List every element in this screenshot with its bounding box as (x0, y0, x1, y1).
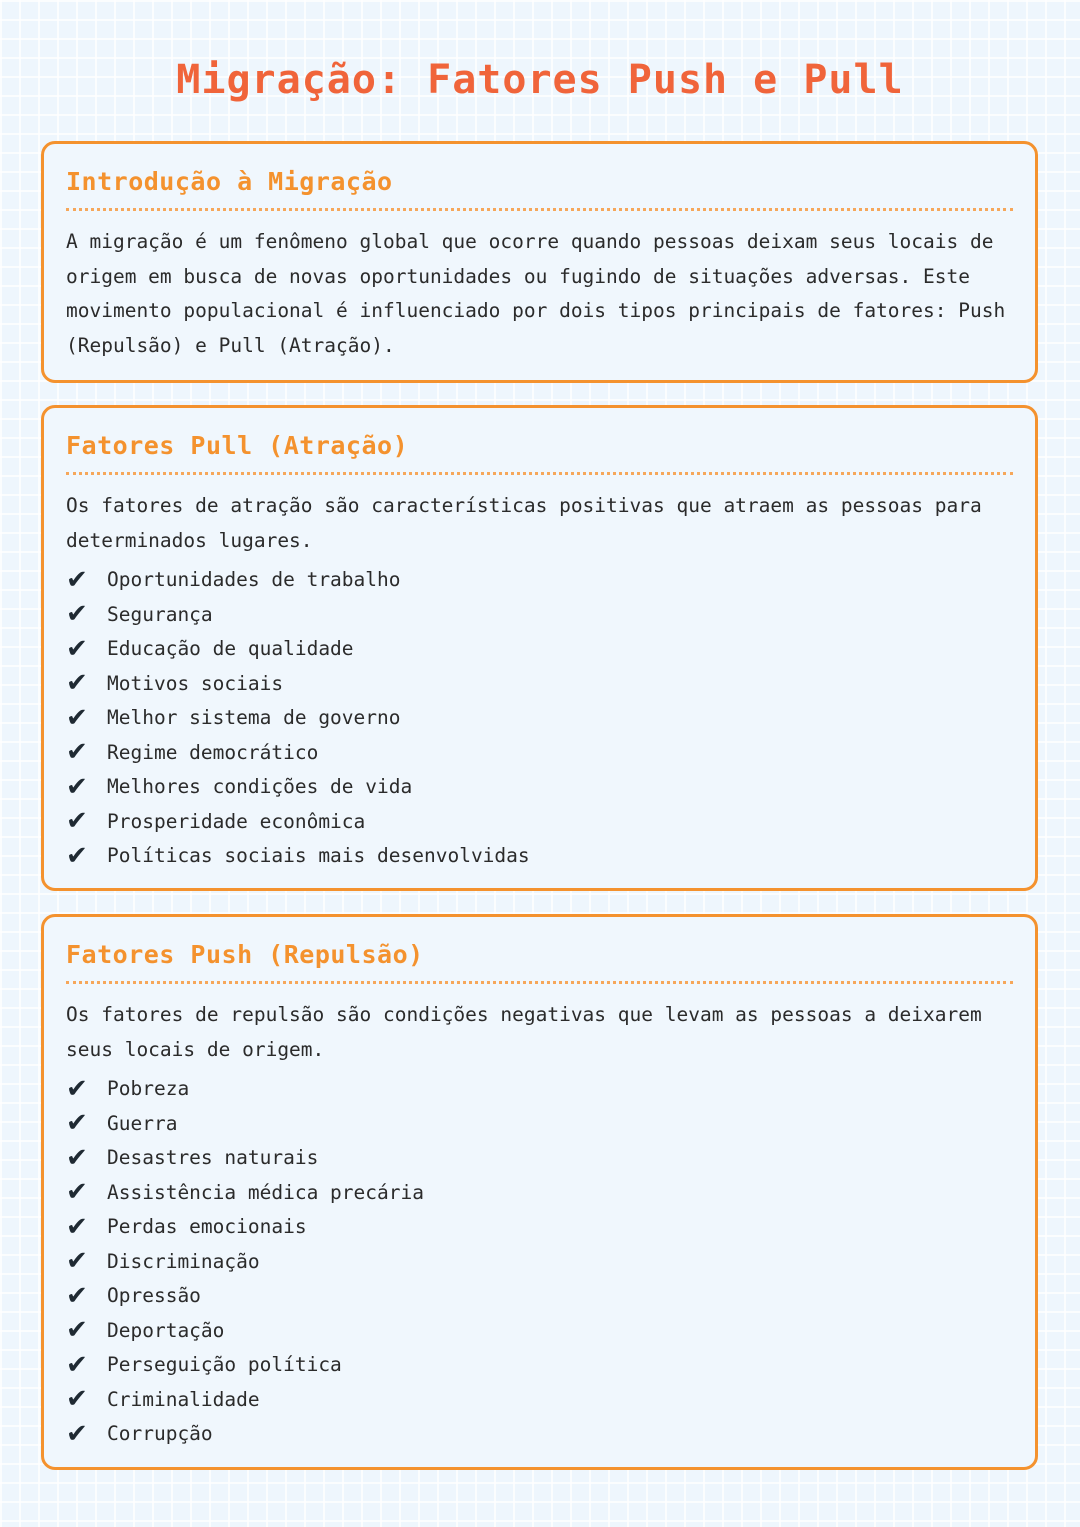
check-icon: ✔ (66, 1246, 88, 1277)
list-item (66, 1347, 1013, 1382)
check-icon: ✔ (66, 1384, 88, 1415)
check-icon: ✔ (66, 1349, 88, 1380)
list-item-label: Opressão (107, 1284, 201, 1308)
list-item-label: Guerra (107, 1111, 178, 1135)
list-item-label: Perdas emocionais (107, 1215, 307, 1239)
list-item-label: Assistência médica precária (107, 1180, 424, 1204)
check-icon: ✔ (66, 1142, 88, 1173)
list-item (66, 1071, 1013, 1106)
section-pull-factors (41, 405, 1038, 891)
list-item (66, 769, 1013, 804)
list-item-label: Deportação (107, 1318, 225, 1342)
check-icon: ✔ (66, 806, 88, 837)
list-item (66, 804, 1013, 839)
list-item-label: Melhor sistema de governo (107, 706, 401, 730)
push-factor-list (66, 1071, 1013, 1451)
check-icon: ✔ (66, 564, 88, 595)
section-heading: Fatores Pull (Atração) (66, 426, 1013, 475)
check-icon: ✔ (66, 737, 88, 768)
list-item (66, 1175, 1013, 1210)
section-heading: Fatores Push (Repulsão) (66, 935, 1013, 984)
list-item (66, 1382, 1013, 1417)
section-text: Os fatores de atração são características positivas que atraem as pessoas para determinados lugares. (66, 494, 982, 552)
check-icon: ✔ (66, 702, 88, 733)
section-push-factors (41, 914, 1038, 1470)
check-icon: ✔ (66, 1211, 88, 1242)
list-item-label: Corrupção (107, 1422, 213, 1446)
list-item (66, 597, 1013, 632)
list-item-label: Segurança (107, 602, 213, 626)
list-item (66, 1140, 1013, 1175)
list-item-label: Perseguição política (107, 1353, 342, 1377)
section-text: A migração é um fenômeno global que ocorre quando pessoas deixam seus locais de origem em busca de novas oportunidades ou fugindo de situações adversas. Este movimento populacional é influenciado por dois tipos principais de fatores: Push (Repulsão) e Pull (Atração). (66, 230, 1006, 358)
list-item-label: Prosperidade econômica (107, 809, 366, 833)
list-item-label: Pobreza (107, 1077, 190, 1101)
list-item (66, 1244, 1013, 1279)
check-icon: ✔ (66, 1280, 88, 1311)
list-item-label: Desastres naturais (107, 1146, 319, 1170)
list-item (66, 735, 1013, 770)
check-icon: ✔ (66, 1315, 88, 1346)
list-item (66, 1106, 1013, 1141)
list-item (66, 666, 1013, 701)
list-item (66, 1416, 1013, 1451)
check-icon: ✔ (66, 1073, 88, 1104)
section-heading: Introdução à Migração (66, 162, 1013, 211)
check-icon: ✔ (66, 840, 88, 871)
list-item (66, 1313, 1013, 1348)
pull-factor-list (66, 562, 1013, 873)
list-item-label: Criminalidade (107, 1387, 260, 1411)
check-icon: ✔ (66, 668, 88, 699)
list-item (66, 700, 1013, 735)
list-item (66, 1278, 1013, 1313)
list-item-label: Oportunidades de trabalho (107, 568, 401, 592)
list-item (66, 838, 1013, 873)
check-icon: ✔ (66, 599, 88, 630)
list-item (66, 631, 1013, 666)
list-item-label: Melhores condições de vida (107, 775, 413, 799)
section-intro (41, 141, 1038, 383)
list-item-label: Regime democrático (107, 740, 319, 764)
list-item-label: Motivos sociais (107, 671, 284, 695)
page-title: Migração: Fatores Push e Pull (176, 57, 904, 103)
list-item-label: Educação de qualidade (107, 637, 354, 661)
list-item-label: Políticas sociais mais desenvolvidas (107, 844, 530, 868)
list-item (66, 562, 1013, 597)
check-icon: ✔ (66, 1177, 88, 1208)
list-item (66, 1209, 1013, 1244)
check-icon: ✔ (66, 633, 88, 664)
section-text: Os fatores de repulsão são condições negativas que levam as pessoas a deixarem seus locais de origem. (66, 1003, 982, 1061)
check-icon: ✔ (66, 771, 88, 802)
list-item-label: Discriminação (107, 1249, 260, 1273)
check-icon: ✔ (66, 1418, 88, 1449)
check-icon: ✔ (66, 1108, 88, 1139)
